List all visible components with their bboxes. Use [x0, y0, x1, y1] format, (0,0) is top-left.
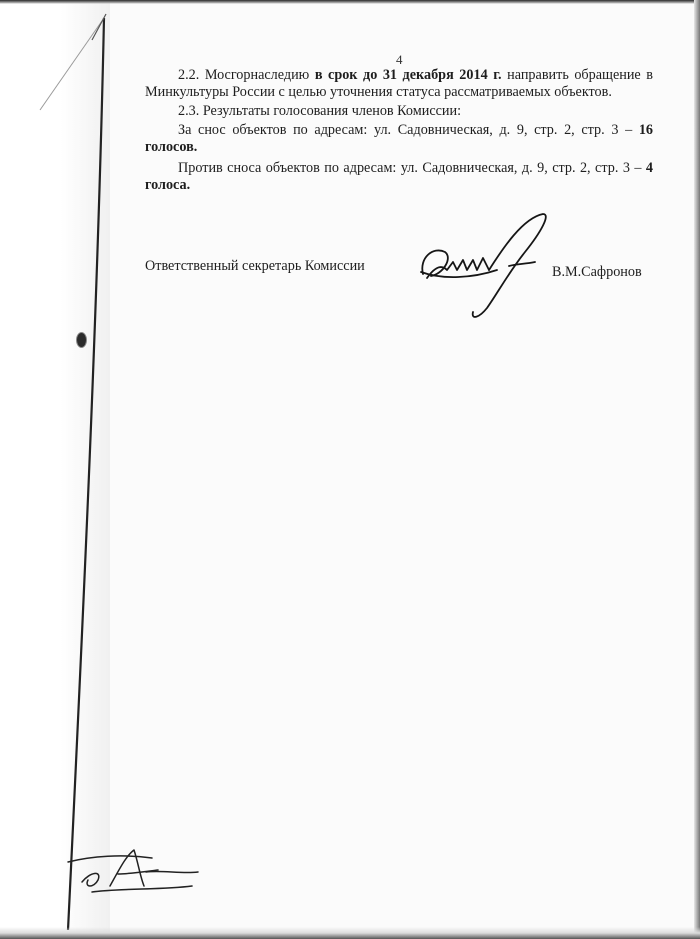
document-body: [145, 50, 653, 194]
page-fold-edge: [0, 0, 120, 939]
votes-against-text: Против сноса объектов по адресам: ул. Садовническая, д. 9, стр. 2, стр. 3 –: [178, 160, 646, 176]
handwritten-signature: [413, 208, 553, 328]
votes-against-count: 4 голоса.: [145, 160, 653, 193]
deadline-text: в срок до 31 декабря 2014 г.: [314, 67, 502, 83]
scan-top-edge: [0, 0, 700, 4]
votes-for: [145, 122, 653, 156]
scan-bottom-edge: [0, 927, 700, 939]
handwritten-initials: [62, 842, 212, 902]
signatory-name: В.М.Сафронов: [552, 264, 642, 280]
paragraph-2-2: [145, 67, 653, 101]
punch-hole: [76, 332, 87, 348]
votes-for-count: 16 голосов.: [145, 122, 653, 155]
paragraph-2-3: 2.3. Результаты голосования членов Комиссии:: [178, 103, 462, 119]
votes-for-text: За снос объектов по адресам: ул. Садовническая, д. 9, стр. 2, стр. 3 –: [178, 122, 639, 138]
p22-suffix: направить обращение в Минкультуры России с целью уточнения статуса рассматриваемых объектов.: [145, 67, 653, 100]
page-number: 4: [396, 52, 403, 67]
scan-right-edge: [694, 0, 700, 939]
p22-prefix: 2.2. Мосгорнаследию: [178, 67, 315, 83]
signatory-role: Ответственный секретарь Комиссии: [145, 258, 365, 274]
votes-against: [145, 160, 653, 194]
